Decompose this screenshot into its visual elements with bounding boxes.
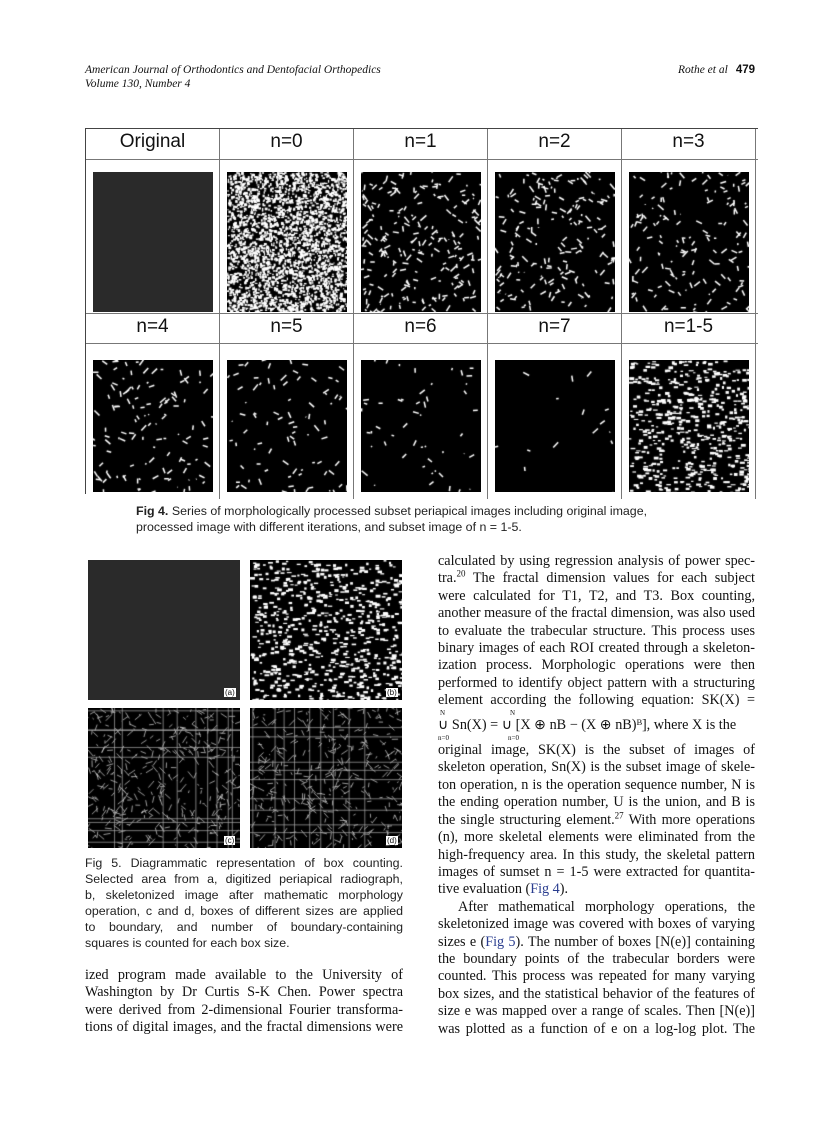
caption-line: operation, c and d, boxes of different sizes are applied bbox=[85, 904, 403, 918]
reference[interactable]: 20 bbox=[456, 568, 466, 579]
equation-line bbox=[438, 710, 755, 742]
divider bbox=[86, 343, 758, 344]
running-header bbox=[85, 63, 381, 91]
text-line: calculated by using regression analysis of power spec- bbox=[438, 553, 755, 569]
text-line: binary images of each ROI created through a skeleton- bbox=[438, 640, 755, 657]
panel-label: (d) bbox=[387, 836, 397, 845]
panel-image bbox=[93, 172, 213, 312]
panel-image bbox=[227, 360, 347, 492]
panel-label: n=0 bbox=[270, 131, 303, 152]
text-line: original image, SK(X) is the subset of images of bbox=[438, 742, 755, 759]
figure-4 bbox=[85, 128, 758, 494]
text-line: ized program made available to the University of bbox=[85, 967, 403, 983]
reference[interactable]: 27 bbox=[614, 809, 624, 820]
text-line: images of sumset n = 1-5 were extracted for quantita- bbox=[438, 863, 755, 880]
panel-label: n=1-5 bbox=[663, 316, 714, 337]
figure-4-link[interactable]: Fig 4 bbox=[530, 881, 560, 898]
text-line: size e was mapped over a range of scales. Then [N(e)] bbox=[438, 1003, 755, 1020]
panel-label: n=3 bbox=[672, 131, 705, 152]
panel-image bbox=[361, 360, 481, 492]
journal-volume: Volume 130, Number 4 bbox=[85, 78, 191, 90]
text-line: were derived from 2-dimensional Fourier transforma- bbox=[85, 1001, 403, 1018]
eq-sub: n=0 bbox=[508, 734, 519, 743]
figure-4-panel bbox=[622, 314, 756, 499]
text-line: skeletonized image was covered with boxes of varying bbox=[438, 916, 755, 933]
panel-image bbox=[93, 360, 213, 492]
panel-image bbox=[227, 172, 347, 312]
text-line: box sizes, and the statistical behavior of the features of bbox=[438, 985, 755, 1002]
text-line: ization process. Morphologic operations were then bbox=[438, 657, 755, 674]
figure-5-caption bbox=[85, 855, 403, 951]
caption-line: Selected area from a, digitized periapical radiograph, bbox=[85, 872, 403, 886]
figure-4-panel bbox=[220, 314, 354, 499]
text-line: (n), more skeletal elements were eliminated from the bbox=[438, 829, 755, 846]
text-line bbox=[438, 570, 755, 587]
panel-image bbox=[629, 172, 749, 312]
figure-4-panel bbox=[86, 314, 220, 499]
right-column-text bbox=[438, 553, 755, 1038]
text-line: Washington by Dr Curtis S-K Chen. Power spectra bbox=[85, 984, 403, 1001]
panel-image bbox=[361, 172, 481, 312]
caption-line: Fig 5. Diagrammatic representation of box counting. bbox=[85, 856, 403, 870]
panel-image bbox=[495, 172, 615, 312]
text: tra. bbox=[438, 570, 457, 587]
text: sizes e ( bbox=[438, 933, 486, 950]
figure-4-panel bbox=[86, 129, 220, 314]
figure-4-panel bbox=[354, 129, 488, 314]
figure-5-panel bbox=[250, 560, 402, 700]
left-column-text bbox=[85, 967, 403, 1037]
caption-text: Series of morphologically processed subset periapical images including original image, bbox=[171, 504, 648, 518]
text-line: another measure of the fractal dimension, was also used bbox=[438, 605, 756, 622]
text: With more operations bbox=[623, 811, 755, 828]
text-line: element according the following equation: SK(X) = bbox=[438, 692, 755, 709]
text-line: the boundary points of the trabecular borders were bbox=[438, 950, 755, 967]
figure-4-panel bbox=[220, 129, 354, 314]
panel-image bbox=[495, 360, 615, 492]
text-line: counted. This process was repeated for many varying bbox=[438, 968, 755, 985]
panel-label: n=2 bbox=[538, 131, 571, 152]
figure-4-panel bbox=[622, 129, 756, 314]
text-line: the ending operation number, U is the union, and B is bbox=[438, 794, 755, 811]
text: ). bbox=[559, 881, 569, 898]
text: ). The number of boxes [N(e)] containing bbox=[515, 933, 755, 950]
journal-title: American Journal of Orthodontics and Dentofacial Orthopedics bbox=[85, 64, 381, 76]
page-header-right bbox=[678, 63, 755, 77]
figure-5-link[interactable]: Fig 5 bbox=[485, 933, 516, 950]
eq-sub: n=0 bbox=[438, 734, 449, 743]
text-line: tions of digital images, and the fractal dimensions were bbox=[85, 1019, 403, 1036]
panel-label: (c) bbox=[225, 836, 235, 845]
panel-label: n=6 bbox=[404, 316, 437, 337]
caption-text: processed image with different iterations, and subset image of n = 1-5. bbox=[136, 520, 522, 534]
caption-line: to boundary, and number of boundary-containing bbox=[85, 920, 403, 934]
divider bbox=[86, 313, 758, 314]
text-line: skeleton operation, Sn(X) is the subset image of skele- bbox=[438, 759, 755, 776]
panel-label: n=4 bbox=[136, 316, 169, 337]
text-line: were calculated for T1, T2, and T3. Box counting, bbox=[438, 587, 755, 604]
figure-5-panel bbox=[88, 560, 240, 700]
panel-label: n=1 bbox=[404, 131, 437, 152]
figure-4-panel bbox=[354, 314, 488, 499]
text-line: ton operation, n is the operation sequence number, N is bbox=[438, 776, 755, 793]
figure-5-panel bbox=[88, 708, 240, 848]
figure-5 bbox=[88, 560, 402, 850]
page-number: 479 bbox=[735, 64, 755, 76]
figure-4-caption bbox=[136, 503, 736, 535]
panel-label: n=7 bbox=[538, 316, 571, 337]
panel-label: Original bbox=[119, 131, 186, 152]
panel-label: n=5 bbox=[270, 316, 303, 337]
divider bbox=[86, 159, 758, 160]
text-line: performed to identify object pattern with a structuring bbox=[438, 674, 755, 691]
text-line: high-frequency area. In this study, the skeletal pattern bbox=[438, 846, 755, 863]
eq-sup: N bbox=[510, 708, 516, 717]
text-line bbox=[438, 881, 755, 898]
text-line: was plotted as a function of e on a log-log plot. The bbox=[438, 1020, 755, 1037]
text: the single structuring element. bbox=[438, 811, 615, 828]
caption-label: Fig 4. bbox=[136, 504, 169, 518]
panel-label: (a) bbox=[225, 688, 235, 697]
eq-sup: N bbox=[440, 708, 446, 717]
figure-5-panel bbox=[250, 708, 402, 848]
text: The fractal dimension values for each subject bbox=[472, 570, 755, 587]
text: tive evaluation ( bbox=[438, 881, 531, 898]
text-line: After mathematical morphology operations, the bbox=[458, 898, 755, 915]
figure-4-panel bbox=[488, 129, 622, 314]
text-line: to evaluate the trabecular structure. This process uses bbox=[438, 622, 755, 639]
text-line bbox=[438, 809, 755, 829]
panel-image bbox=[629, 360, 749, 492]
figure-4-panel bbox=[488, 314, 622, 499]
equation: ∪ Sn(X) = ∪ [X ⊕ nB − (X ⊕ nB)ᴮ], where X is the bbox=[438, 716, 737, 733]
caption-line: b, skeletonized image after mathematic morphology bbox=[85, 888, 403, 902]
text-line bbox=[438, 934, 755, 951]
authors: Rothe et al bbox=[677, 64, 728, 76]
panel-label: (b) bbox=[387, 688, 397, 697]
caption-line: squares is counted for each box size. bbox=[85, 936, 290, 950]
